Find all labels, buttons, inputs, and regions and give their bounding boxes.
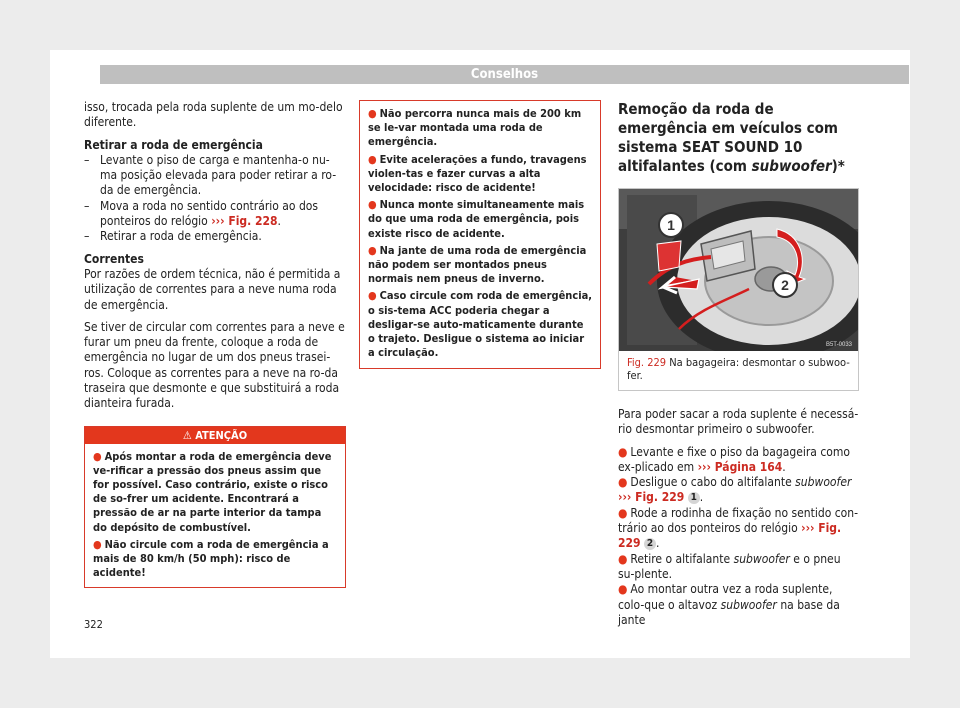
- warning-item: ● Caso circule com roda de emergência, o sis-tema ACC poderia chegar a desligar-se auto-maticamente durante o trajeto. Desligue o sistema ao iniciar a circulação.: [368, 289, 593, 360]
- trunk-subwoofer-illustration: [619, 189, 858, 351]
- step-item: – Retirar a roda de emergência.: [84, 229, 262, 244]
- bullet-icon: ●: [93, 537, 102, 551]
- paragraph: isso, trocada pela roda suplente de um mo-delo diferente.: [84, 100, 343, 130]
- caption-label: Fig. 229: [627, 356, 667, 369]
- paragraph: Por razões de ordem técnica, não é permitida a utilização de correntes para a neve numa roda de emergência.: [84, 266, 341, 312]
- warning-header: ⚠ ATENÇÃO: [85, 427, 345, 444]
- bullet-icon: ●: [618, 444, 628, 459]
- bullet-icon: ●: [618, 551, 628, 566]
- paragraph: Se tiver de circular com correntes para a neve e furar um pneu da frente, coloque a roda de emergência no lugar de um dos pneus trasei-ros. Coloque as correntes para a neve na ro-da traseira que desmonte e que substituirá a roda dianteira furada.: [84, 319, 345, 411]
- page-header: Conselhos: [100, 65, 909, 84]
- page-link[interactable]: ››› Página 164: [697, 459, 783, 474]
- warning-item: ● Não circule com a roda de emergência a mais de 80 km/h (50 mph): risco de acidente!: [93, 537, 329, 580]
- bullet-icon: ●: [618, 475, 628, 490]
- bullet-icon: ●: [618, 582, 628, 597]
- warning-continued-box: [359, 100, 601, 369]
- bullet-icon: ●: [368, 107, 377, 120]
- bullet-icon: ●: [93, 449, 102, 463]
- warning-item: ● Evite acelerações a fundo, travagens violen-tas e fazer curvas a alta velocidade: risco de acidente!: [368, 152, 587, 195]
- section-heading: Remoção da roda de emergência em veículos com sistema SEAT SOUND 10 altifalantes (com subwoofer)*: [618, 100, 845, 175]
- callout-ref-2: 2: [644, 538, 656, 550]
- warning-body: [85, 444, 345, 588]
- figure-229: [618, 188, 859, 391]
- column-middle: [359, 100, 601, 369]
- bullet-icon: ●: [368, 198, 377, 212]
- subheading-chains: Correntes: [84, 251, 144, 266]
- bullet-icon: ●: [368, 243, 377, 257]
- fig-link[interactable]: ››› Fig. 229: [618, 490, 685, 505]
- warning-item: ● Nunca monte simultaneamente mais do que uma roda de emergência, pois existe risco de acidente.: [368, 198, 585, 240]
- column-left: [84, 100, 346, 588]
- fig-link[interactable]: ››› Fig. 229: [618, 521, 842, 551]
- column-right: [618, 100, 859, 628]
- subheading-remove-wheel: Retirar a roda de emergência: [84, 137, 263, 152]
- step-item: – Levante o piso de carga e mantenha-o nu-ma posição elevada para poder retirar a ro-da de emergência.: [84, 152, 337, 198]
- bullet-icon: ●: [368, 152, 377, 166]
- step-item: – Mova a roda no sentido contrário ao dos ponteiros do relógio ››› Fig. 228.: [84, 198, 319, 229]
- warning-item: ● Não percorra nunca mais de 200 km se le-var montada uma roda de emergência.: [368, 107, 582, 149]
- warning-item: ● Após montar a roda de emergência deve ve-rificar a pressão dos pneus assim que for possível. Caso contrário, existe o risco de so-frer um acidente. Encontrará a pressão de ar na parte interior da tampa do depósito de combustível.: [93, 449, 332, 534]
- page-number: 322: [84, 618, 103, 631]
- callout-ref-1: 1: [688, 492, 700, 504]
- callout-2: 2: [781, 277, 789, 293]
- manual-page: [50, 50, 910, 658]
- instruction-item: ● Desligue o cabo do altifalante subwoofer ››› Fig. 229 1 .: [618, 475, 852, 505]
- figure-caption: Fig. 229 Na bagageira: desmontar o subwoo-fer.: [627, 356, 850, 382]
- warning-triangle-icon: ⚠: [182, 428, 192, 442]
- paragraph: Para poder sacar a roda suplente é necessá-rio desmontar primeiro o subwoofer.: [618, 407, 859, 437]
- callout-1: 1: [667, 217, 675, 233]
- instruction-item: ● Levante e fixe o piso da bagageira como ex-plicado em ››› Página 164.: [618, 444, 851, 474]
- bullet-icon: ●: [368, 289, 377, 303]
- figure-code: B5T-0033: [825, 342, 852, 348]
- instruction-item: ● Retire o altifalante subwoofer e o pneu su-plente.: [618, 551, 841, 581]
- warning-box: [84, 426, 346, 589]
- warning-item: ● Na jante de uma roda de emergência não podem ser montados pneus normais nem pneus de inverno.: [368, 243, 587, 286]
- bullet-icon: ●: [618, 505, 628, 520]
- fig-link[interactable]: ››› Fig. 228: [211, 214, 278, 229]
- instruction-item: ● Rode a rodinha de fixação no sentido con-trário ao dos ponteiros do relógio ››› Fig. 229 2 .: [618, 505, 859, 551]
- instruction-item: ● Ao montar outra vez a roda suplente, colo-que o altavoz subwoofer na base da jante: [618, 582, 840, 627]
